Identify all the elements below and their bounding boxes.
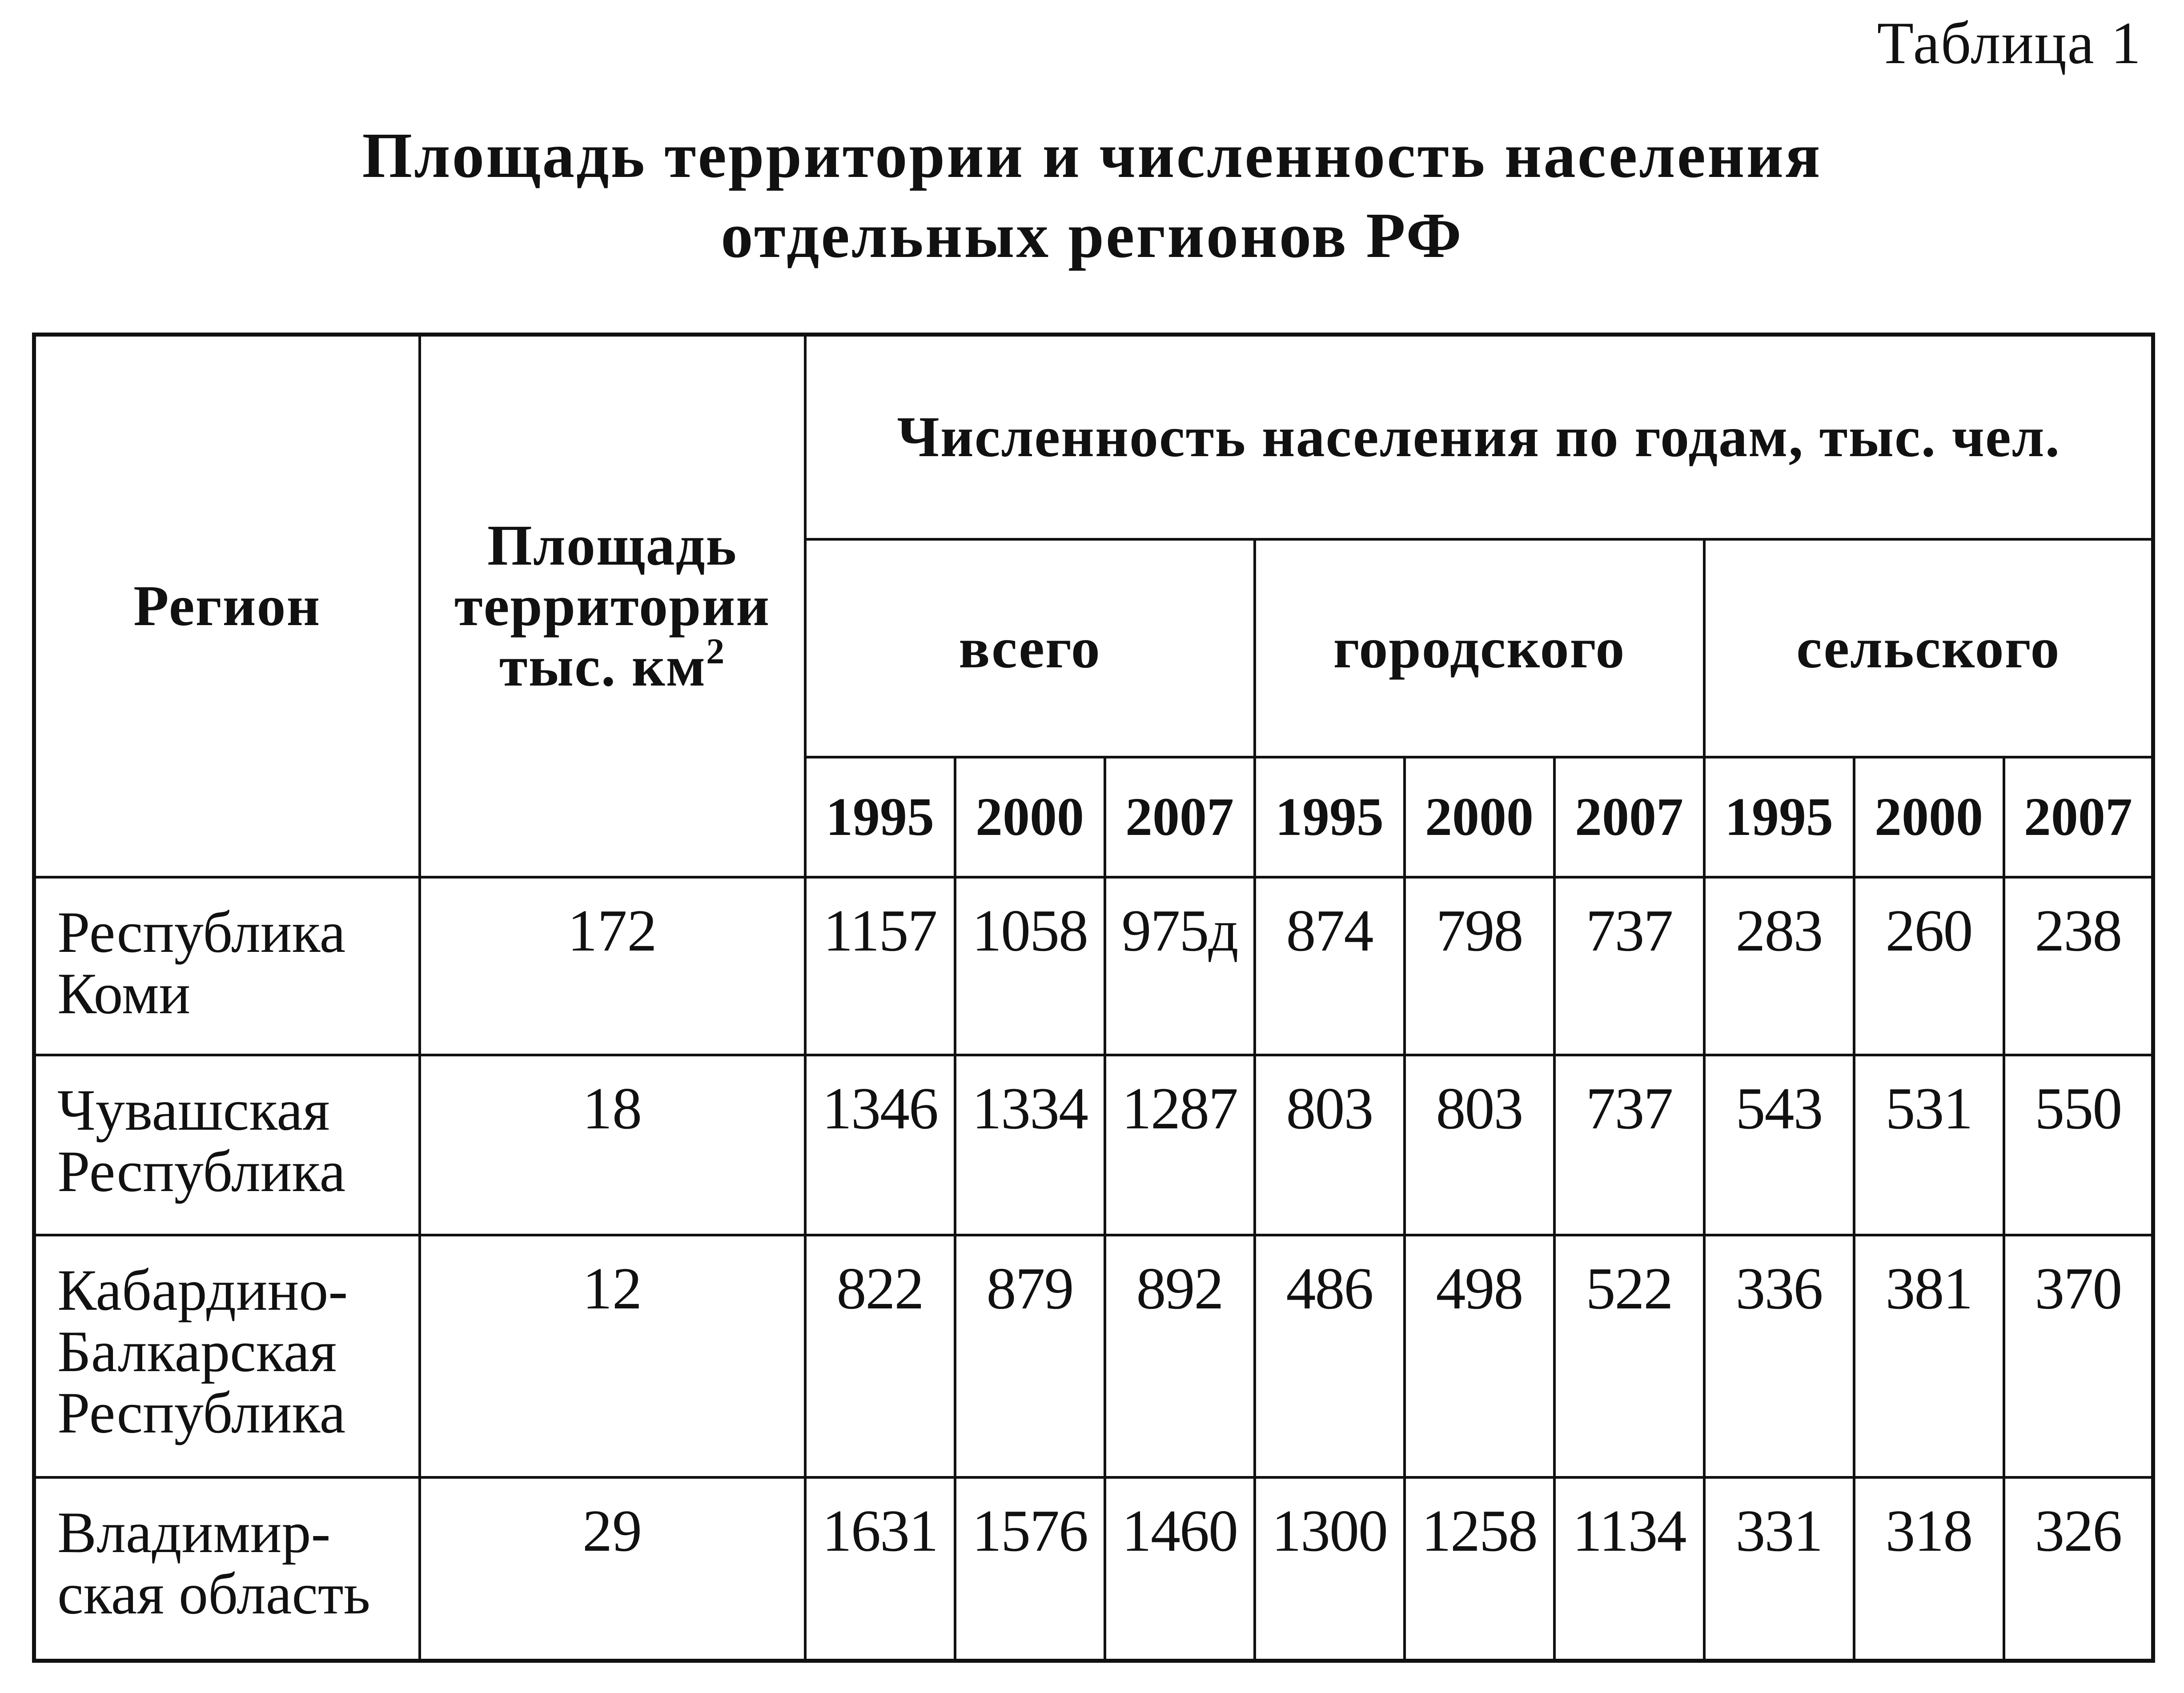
population-table: [32, 333, 2155, 1663]
value-cell: 737: [1554, 877, 1704, 1055]
value-cell: 381: [1854, 1235, 2004, 1477]
header-group-rural: сельского: [1704, 539, 2153, 757]
area-cell: 172: [420, 877, 805, 1055]
value-cell: 336: [1704, 1235, 1854, 1477]
region-cell: [34, 1235, 420, 1477]
value-cell: 238: [2004, 877, 2153, 1055]
region-line: Республика: [57, 1380, 346, 1445]
value-cell: 260: [1854, 877, 2004, 1055]
region-line: Республика: [57, 899, 346, 965]
value-cell: 1460: [1105, 1477, 1255, 1661]
value-cell: 975д: [1105, 877, 1255, 1055]
header-area-line3: тыс. км: [499, 634, 707, 699]
document-title: [0, 116, 2184, 276]
value-cell: 892: [1105, 1235, 1255, 1477]
region-line: Коми: [57, 960, 191, 1026]
region-line: Кабардино-: [57, 1257, 348, 1323]
header-year: 2000: [955, 757, 1105, 877]
value-cell: 1058: [955, 877, 1105, 1055]
header-year: 2007: [1105, 757, 1255, 877]
value-cell: 318: [1854, 1477, 2004, 1661]
value-cell: 550: [2004, 1055, 2153, 1235]
value-cell: 1287: [1105, 1055, 1255, 1235]
value-cell: 370: [2004, 1235, 2153, 1477]
area-cell: 12: [420, 1235, 805, 1477]
value-cell: 522: [1554, 1235, 1704, 1477]
value-cell: 1258: [1405, 1477, 1554, 1661]
value-cell: 1334: [955, 1055, 1105, 1235]
region-cell: [34, 1055, 420, 1235]
value-cell: 1134: [1554, 1477, 1704, 1661]
value-cell: 803: [1255, 1055, 1405, 1235]
region-line: ская область: [57, 1561, 370, 1626]
region-line: Чувашская: [57, 1077, 330, 1143]
region-line: Республика: [57, 1138, 346, 1204]
value-cell: 1631: [805, 1477, 955, 1661]
header-population: Численность населения по годам, тыс. чел.: [805, 335, 2153, 539]
table-row: [34, 1477, 2153, 1661]
table-row: [34, 1235, 2153, 1477]
header-area-line2: территории: [454, 574, 771, 638]
area-cell: 29: [420, 1477, 805, 1661]
table-row: [34, 1055, 2153, 1235]
header-group-urban: городского: [1255, 539, 1704, 757]
value-cell: 1157: [805, 877, 955, 1055]
value-cell: 331: [1704, 1477, 1854, 1661]
value-cell: 1576: [955, 1477, 1105, 1661]
header-year: 2007: [2004, 757, 2153, 877]
header-year: 1995: [805, 757, 955, 877]
table-label: Таблица 1: [1877, 10, 2142, 76]
header-year: 2000: [1405, 757, 1554, 877]
value-cell: 803: [1405, 1055, 1554, 1235]
header-year: 2007: [1554, 757, 1704, 877]
table-row: [34, 877, 2153, 1055]
header-year: 1995: [1255, 757, 1405, 877]
area-cell: 18: [420, 1055, 805, 1235]
header-year: 2000: [1854, 757, 2004, 877]
value-cell: 283: [1704, 877, 1854, 1055]
title-line-2: отдельных регионов РФ: [721, 200, 1463, 271]
header-area-sup: 2: [706, 630, 726, 671]
header-region: Регион: [34, 335, 420, 877]
region-line: Балкарская: [57, 1318, 337, 1384]
value-cell: 531: [1854, 1055, 2004, 1235]
title-line-1: Площадь территории и численность населения: [362, 120, 1822, 191]
region-line: Владимир-: [57, 1499, 331, 1565]
value-cell: 822: [805, 1235, 955, 1477]
value-cell: 879: [955, 1235, 1105, 1477]
value-cell: 543: [1704, 1055, 1854, 1235]
region-cell: [34, 877, 420, 1055]
value-cell: 798: [1405, 877, 1554, 1055]
header-year: 1995: [1704, 757, 1854, 877]
value-cell: 326: [2004, 1477, 2153, 1661]
value-cell: 486: [1255, 1235, 1405, 1477]
value-cell: 1346: [805, 1055, 955, 1235]
header-area: [420, 335, 805, 877]
value-cell: 737: [1554, 1055, 1704, 1235]
header-group-total: всего: [805, 539, 1255, 757]
header-area-line1: Площадь: [487, 514, 738, 578]
value-cell: 498: [1405, 1235, 1554, 1477]
value-cell: 874: [1255, 877, 1405, 1055]
region-cell: [34, 1477, 420, 1661]
value-cell: 1300: [1255, 1477, 1405, 1661]
